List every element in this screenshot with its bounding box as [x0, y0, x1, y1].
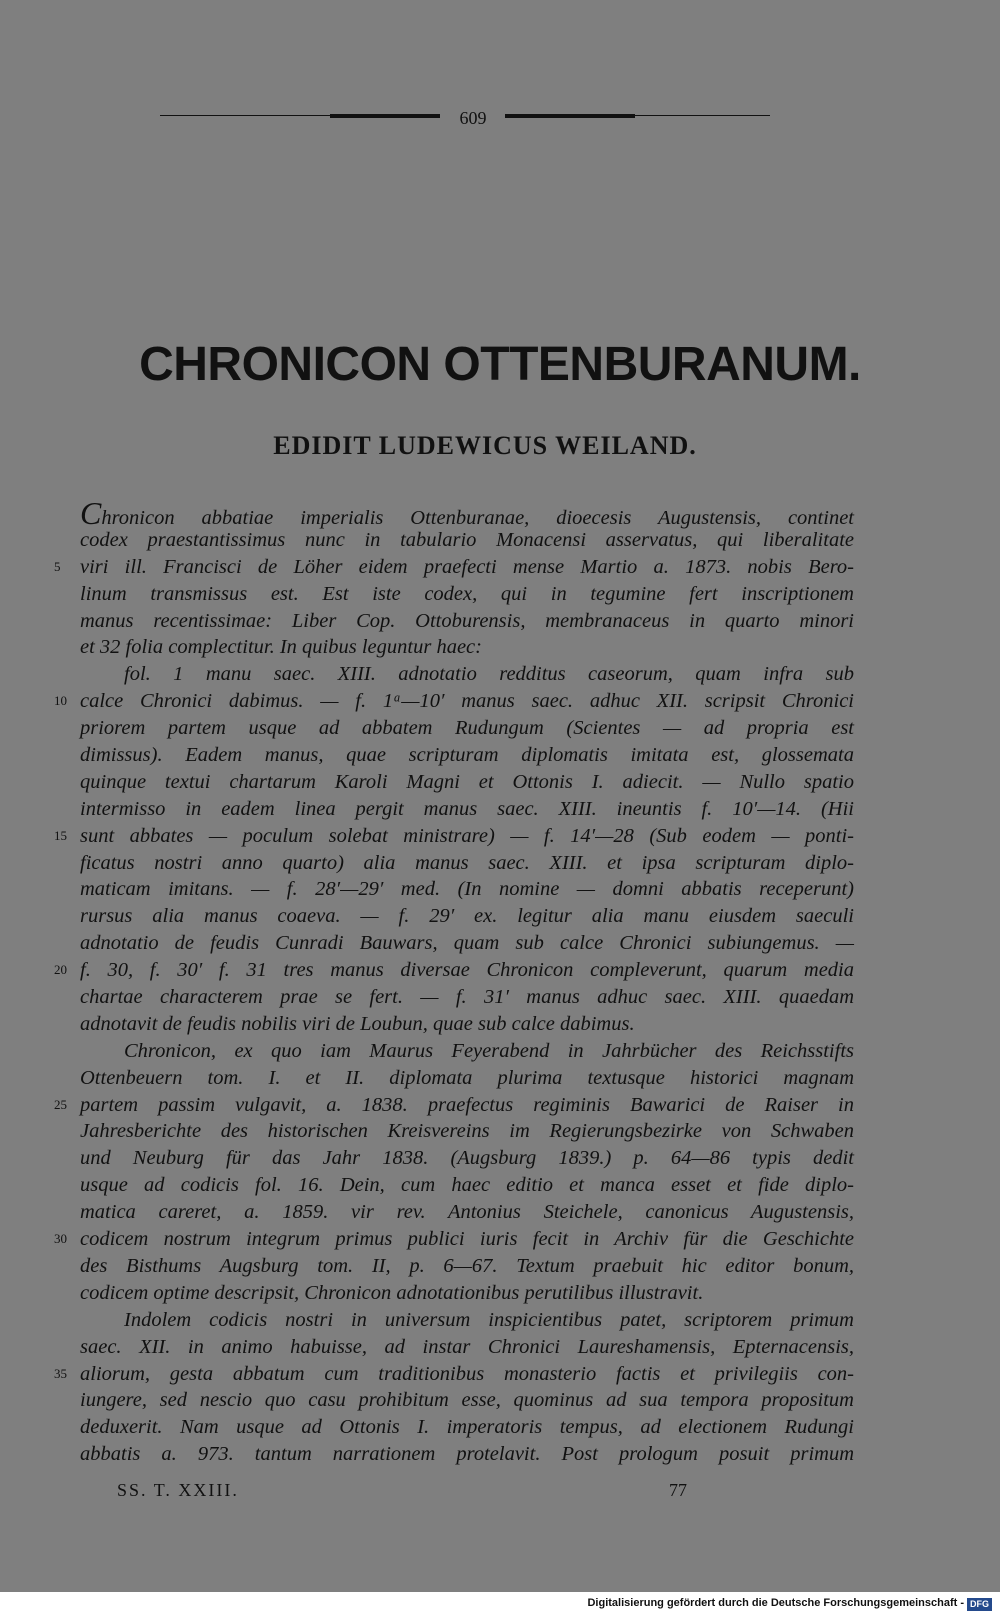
page-number: 609 — [459, 108, 487, 128]
document-subtitle: EDIDIT LUDEWICUS WEILAND. — [273, 431, 697, 460]
line-text: calce Chronici dabimus. — f. 1ᵃ—10′ manus saec. adhuc XII. scripsit Chronici — [80, 690, 854, 713]
text-line — [80, 742, 854, 769]
text-line — [80, 1118, 854, 1145]
line-text: quinque textui chartarum Karoli Magni et Ottonis I. adiecit. — Nullo spatio — [80, 770, 854, 793]
credit-text: Digitalisierung gefördert durch die Deutsche Forschungsgemeinschaft - — [587, 1597, 964, 1609]
line-text: aliorum, gesta abbatum cum traditionibus monasterio factis et privilegiis con- — [80, 1362, 854, 1385]
text-line — [80, 661, 854, 688]
line-text: Ottenbeuern tom. I. et II. diplomata plurima textusque historici magnam — [80, 1066, 854, 1089]
line-text: partem passim vulgavit, a. 1838. praefectus regiminis Bawarici de Raiser in — [80, 1093, 854, 1116]
line-text: priorem partem usque ad abbatem Rudungum (Scientes — ad propria est — [80, 717, 854, 740]
line-text: Indolem codicis nostri in universum inspicientibus patet, scriptorem primum — [124, 1308, 854, 1331]
text-line — [80, 634, 854, 661]
text-line — [80, 903, 854, 930]
text-line — [80, 1145, 854, 1172]
running-head — [0, 106, 1000, 130]
line-number: 10 — [54, 693, 67, 709]
header-rule-left-thick — [330, 114, 440, 118]
line-text: und Neuburg für das Jahr 1838. (Augsburg 1839.) p. 64—86 typis dedit — [80, 1147, 854, 1170]
body-text — [54, 495, 854, 1468]
line-text: adnotavit de feudis nobilis viri de Loubun, quae sub calce dabimus. — [80, 1012, 635, 1035]
header-rule-right — [635, 115, 770, 116]
line-number: 30 — [54, 1231, 67, 1247]
line-text: Jahresberichte des historischen Kreisvereins im Regierungsbezirke von Schwaben — [80, 1120, 854, 1143]
text-line — [80, 581, 854, 608]
line-text: matica careret, a. 1859. vir rev. Antonius Steichele, canonicus Augustensis, — [80, 1201, 854, 1224]
text-line — [54, 957, 854, 984]
volume-signature: SS. T. XXIII. — [117, 1480, 239, 1500]
text-line — [80, 1387, 854, 1414]
text-line — [80, 1334, 854, 1361]
text-line — [80, 1441, 854, 1468]
line-text: manus recentissimae: Liber Cop. Ottoburensis, membranaceus in quarto minori — [80, 609, 854, 632]
line-text: codicem nostrum integrum primus publici iuris fecit in Archiv für die Geschichte — [80, 1228, 854, 1251]
line-text: codicem optime descripsit, Chronicon adnotationibus perutilibus illustravit. — [80, 1281, 704, 1304]
line-number: 35 — [54, 1365, 67, 1381]
text-line — [80, 608, 854, 635]
text-line — [80, 1253, 854, 1280]
text-line — [80, 1172, 854, 1199]
text-line — [80, 1307, 854, 1334]
dfg-logo: DFG — [967, 1598, 992, 1611]
text-line — [80, 715, 854, 742]
line-text: rursus alia manus coaeva. — f. 29′ ex. legitur alia manu eiusdem saeculi — [80, 905, 854, 928]
text-line — [80, 876, 854, 903]
text-line — [80, 527, 854, 554]
line-text: ficatus nostri anno quarto) alia manus saec. XIII. et ipsa scripturam diplo- — [80, 851, 854, 874]
text-line — [80, 495, 854, 531]
line-text: iungere, sed nescio quo casu prohibitum esse, quominus ad sua tempora propositum — [80, 1389, 854, 1412]
line-text: maticam imitans. — f. 28′—29′ med. (In nomine — domni abbatis receperunt) — [80, 878, 854, 901]
header-rule-right-thick — [505, 114, 635, 118]
text-line — [54, 1092, 854, 1119]
line-text: usque ad codicis fol. 16. Dein, cum haec editio et manca esset et fide diplo- — [80, 1174, 854, 1197]
line-text: viri ill. Francisci de Löher eidem praefecti mense Martio a. 1873. nobis Bero- — [80, 555, 854, 578]
text-line — [80, 1199, 854, 1226]
line-text: hronicon abbatiae imperialis Ottenburanae, dioecesis Augustensis, continet — [101, 507, 854, 529]
document-title: CHRONICON OTTENBURANUM. — [139, 338, 861, 391]
line-number: 20 — [54, 962, 67, 978]
text-line — [54, 1361, 854, 1388]
header-rule-left — [160, 115, 330, 116]
line-text: chartae characterem prae se fert. — f. 31′ manus adhuc saec. XIII. quaedam — [80, 986, 854, 1009]
line-text: linum transmissus est. Est iste codex, qui in tegumine fert inscriptionem — [80, 582, 854, 605]
text-line — [80, 1011, 854, 1038]
page-footer — [0, 1480, 1000, 1504]
digitization-credit-bar — [0, 1592, 1000, 1618]
text-line — [80, 1065, 854, 1092]
line-number: 25 — [54, 1096, 67, 1112]
text-line — [80, 1280, 854, 1307]
text-line — [80, 850, 854, 877]
line-text: des Bisthums Augsburg tom. II, p. 6—67. Textum praebuit hic editor bonum, — [80, 1254, 854, 1277]
line-text: f. 30, f. 30′ f. 31 tres manus diversae Chronicon compleverunt, quarum media — [80, 959, 854, 982]
text-line — [54, 688, 854, 715]
line-text: Chronicon, ex quo iam Maurus Feyerabend in Jahrbücher des Reichsstifts — [124, 1039, 854, 1062]
text-line — [54, 823, 854, 850]
text-line — [80, 984, 854, 1011]
text-line — [80, 930, 854, 957]
line-text: codex praestantissimus nunc in tabulario Monacensi asservatus, qui liberalitate — [80, 528, 854, 551]
text-line — [54, 1226, 854, 1253]
line-text: abbatis a. 973. tantum narrationem protelavit. Post prologum posuit primum — [80, 1443, 854, 1466]
line-text: et 32 folia complectitur. In quibus leguntur haec: — [80, 636, 482, 659]
sheet-number: 77 — [669, 1480, 687, 1500]
text-line — [80, 1038, 854, 1065]
line-text: sunt abbates — poculum solebat ministrare) — f. 14′—28 (Sub eodem — ponti- — [80, 824, 854, 847]
initial-letter: C — [80, 495, 102, 531]
text-line — [80, 769, 854, 796]
line-text: fol. 1 manu saec. XIII. adnotatio redditus caseorum, quam infra sub — [124, 663, 854, 686]
line-number: 15 — [54, 827, 67, 843]
text-line — [80, 796, 854, 823]
line-number: 5 — [54, 558, 61, 574]
line-text: intermisso in eadem linea pergit manus saec. XIII. ineuntis f. 10′—14. (Hii — [80, 797, 854, 820]
text-line — [80, 1414, 854, 1441]
line-text: deduxerit. Nam usque ad Ottonis I. imperatoris tempus, ad electionem Rudungi — [80, 1416, 854, 1439]
line-text: dimissus). Eadem manus, quae scripturam diplomatis imitata est, glossemata — [80, 744, 854, 767]
line-text: saec. XII. in animo habuisse, ad instar Chronici Laureshamensis, Epternacensis, — [80, 1335, 854, 1358]
line-text: adnotatio de feudis Cunradi Bauwars, quam sub calce Chronici subiungemus. — — [80, 932, 854, 955]
text-line — [54, 554, 854, 581]
